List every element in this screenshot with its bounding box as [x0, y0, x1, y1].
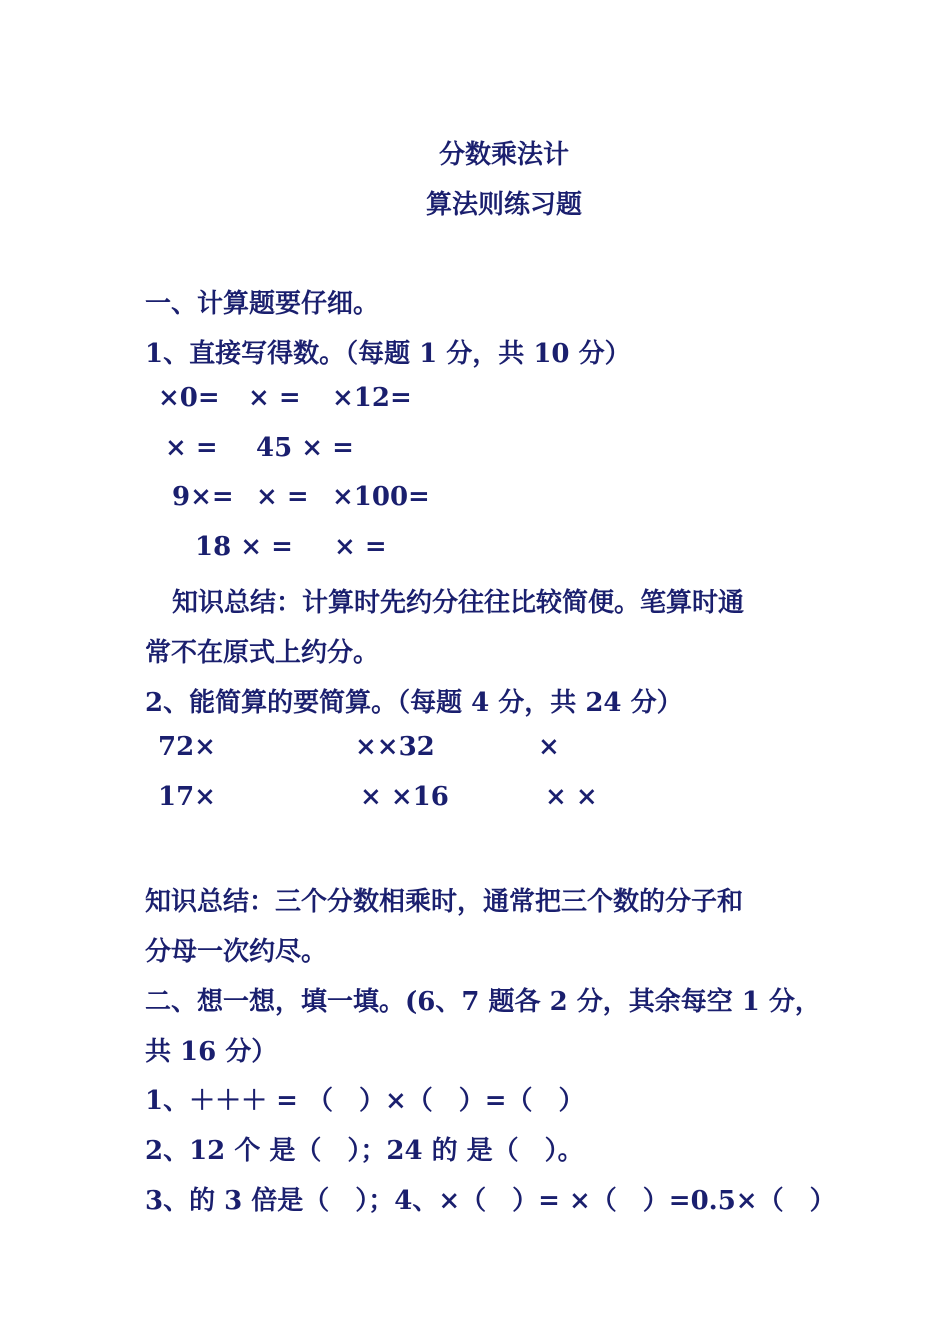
fill-item-1: 1、＋＋＋ = （ ）×（ ）=（ ）	[145, 1086, 585, 1116]
q1-expression: × =	[248, 383, 301, 413]
q2-expression: ×	[538, 732, 560, 762]
title-line-2: 算法则练习题	[425, 190, 582, 220]
q1-expression: 18 × =	[195, 532, 293, 562]
q2-expression: × ×	[545, 782, 598, 812]
q2-expression: 72×	[158, 732, 216, 762]
q1-expression: × =	[256, 482, 309, 512]
section-2-heading-line-2: 共 16 分）	[145, 1037, 278, 1067]
question-1-title: 1、直接写得数。（每题 1 分，共 10 分）	[145, 339, 631, 369]
q1-expression: × =	[165, 433, 218, 463]
question-2-title: 2、能简算的要简算。（每题 4 分，共 24 分）	[145, 688, 683, 718]
summary-2-line-2: 分母一次约尽。	[145, 937, 328, 967]
fill-item-2: 2、12 个 是（ ）；24 的 是（ ）。	[145, 1136, 584, 1166]
q1-expression: 45 × =	[256, 433, 354, 463]
q1-expression: ×100=	[332, 482, 430, 512]
fill-item-3: 3、的 3 倍是（ ）；4、×（ ）= ×（ ）=0.5×（ ）	[145, 1186, 836, 1216]
section-2-heading-line-1: 二、想一想，填一填。(6、7 题各 2 分，其余每空 1 分，	[145, 987, 821, 1017]
title-line-1: 分数乘法计	[438, 140, 569, 170]
q1-expression: ×12=	[332, 383, 412, 413]
q1-expression: ×0=	[158, 383, 220, 413]
summary-1-line-2: 常不在原式上约分。	[145, 638, 380, 668]
summary-1-line-1: 知识总结：计算时先约分往往比较简便。笔算时通	[172, 588, 745, 618]
q2-expression: × ×16	[360, 782, 449, 812]
q1-expression: 9×=	[172, 482, 234, 512]
q2-expression: 17×	[158, 782, 216, 812]
summary-2-line-1: 知识总结：三个分数相乘时，通常把三个数的分子和	[145, 887, 744, 917]
q1-expression: × =	[334, 532, 387, 562]
section-1-heading: 一、计算题要仔细。	[145, 289, 380, 319]
q2-expression: ××32	[355, 732, 435, 762]
